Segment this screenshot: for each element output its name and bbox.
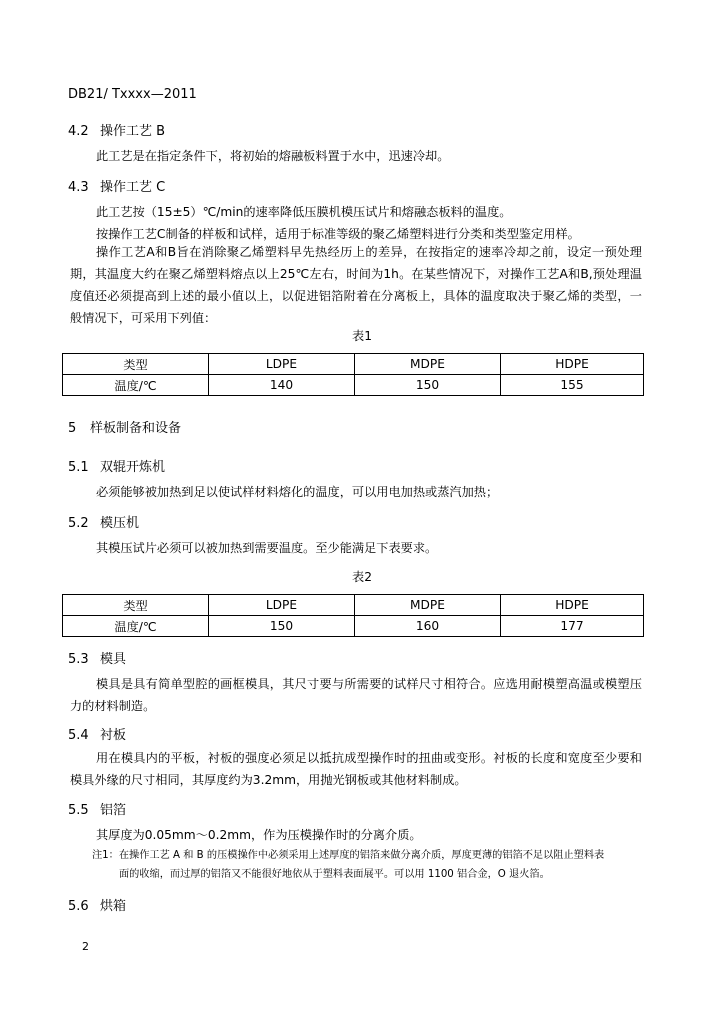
table-cell: HDPE: [501, 354, 644, 375]
table-cell: LDPE: [209, 595, 355, 616]
note-line: 注1：在操作工艺 A 和 B 的压模操作中必须采用上述厚度的铝箔来做分离介质，厚度更薄的铝箔不足以阻止塑料表: [92, 850, 605, 861]
paragraph: 必须能够被加热到足以使试样材料熔化的温度，可以用电加热或蒸汽加热；: [96, 485, 499, 499]
paragraph: 其模压试片必须可以被加热到需要温度。至少能满足下表要求。: [96, 541, 438, 555]
table-cell: MDPE: [355, 354, 501, 375]
table-cell: 类型: [63, 354, 209, 375]
table-1: [62, 353, 644, 396]
table-cell: HDPE: [501, 595, 644, 616]
page-number: 2: [82, 940, 89, 953]
heading-title: 双辊开炼机: [100, 460, 166, 475]
paragraph: 其厚度为0.05mm～0.2mm，作为压模操作时的分离介质。: [96, 828, 422, 842]
table-row: [63, 616, 644, 637]
paragraph: 此工艺是在指定条件下，将初始的熔融板料置于水中，迅速冷却。: [96, 149, 450, 163]
note-line: 面的收缩，而过厚的铝箔又不能很好地依从于塑料表面展平。可以用 1100 铝合金，O 退火箔。: [119, 869, 550, 880]
heading-4-3: [68, 176, 165, 195]
heading-number: 5.1: [68, 460, 89, 475]
table-caption: 表2: [352, 570, 372, 584]
heading-title: 操作工艺 C: [100, 180, 166, 195]
heading-title: 样板制备和设备: [90, 421, 182, 436]
heading-title: 模具: [100, 652, 127, 667]
heading-number: 4.3: [68, 180, 89, 195]
heading-number: 5.3: [68, 652, 89, 667]
table-cell: 150: [209, 616, 355, 637]
heading-5-3: [68, 648, 126, 667]
table-caption: 表1: [352, 329, 372, 343]
paragraph: 操作工艺A和B旨在消除聚乙烯塑料早先热经历上的差异，在按指定的速率冷却之前，设定一预处理期，其温度大约在聚乙烯塑料熔点以上25℃左右，时间为1h。在某些情况下，对操作工艺A和B,预处理温度值还必须提高到上述的最小值以上，以促进铝箔附着在分离板上，具体的温度取决于聚乙烯的类型，一般情况下，可采用下列值：: [70, 245, 642, 325]
table-cell: 类型: [63, 595, 209, 616]
paragraph: 用在模具内的平板，衬板的强度必须足以抵抗成型操作时的扭曲或变形。衬板的长度和宽度至少要和模具外缘的尺寸相同，其厚度约为3.2mm，用抛光钢板或其他材料制成。: [70, 751, 642, 787]
table-cell: 温度/℃: [63, 616, 209, 637]
heading-5-5: [68, 799, 126, 818]
heading-5-6: [68, 895, 126, 914]
paragraph: 模具是具有简单型腔的画框模具，其尺寸要与所需要的试样尺寸相符合。应选用耐模塑高温或模塑压力的材料制造。: [70, 677, 642, 713]
table-header-row: [63, 595, 644, 616]
heading-title: 铝箔: [100, 803, 127, 818]
paragraph: 此工艺按（15±5）℃/min的速率降低压膜机模压试片和熔融态板料的温度。: [96, 205, 512, 219]
heading-title: 模压机: [100, 516, 140, 531]
paragraph: 按操作工艺C制备的样板和试样，适用于标准等级的聚乙烯塑料进行分类和类型鉴定用样。: [96, 227, 580, 241]
table-header-row: [63, 354, 644, 375]
heading-5-4: [68, 724, 126, 743]
table-cell: 177: [501, 616, 644, 637]
heading-number: 5.5: [68, 803, 89, 818]
table-cell: MDPE: [355, 595, 501, 616]
table-cell: 温度/℃: [63, 375, 209, 396]
heading-number: 5: [68, 421, 77, 436]
table-cell: 150: [355, 375, 501, 396]
heading-title: 操作工艺 B: [100, 124, 166, 139]
table-cell: 155: [501, 375, 644, 396]
heading-title: 烘箱: [100, 899, 127, 914]
heading-number: 5.2: [68, 516, 89, 531]
heading-5: [68, 417, 181, 436]
heading-number: 5.4: [68, 728, 89, 743]
heading-5-2: [68, 512, 139, 531]
heading-4-2: [68, 120, 165, 139]
table-row: [63, 375, 644, 396]
heading-5-1: [68, 456, 165, 475]
table-2: [62, 594, 644, 637]
heading-number: 4.2: [68, 124, 89, 139]
table-cell: LDPE: [209, 354, 355, 375]
standard-code: DB21/ Txxxx—2011: [68, 87, 197, 102]
table-cell: 140: [209, 375, 355, 396]
heading-number: 5.6: [68, 899, 89, 914]
table-cell: 160: [355, 616, 501, 637]
heading-title: 衬板: [100, 728, 127, 743]
